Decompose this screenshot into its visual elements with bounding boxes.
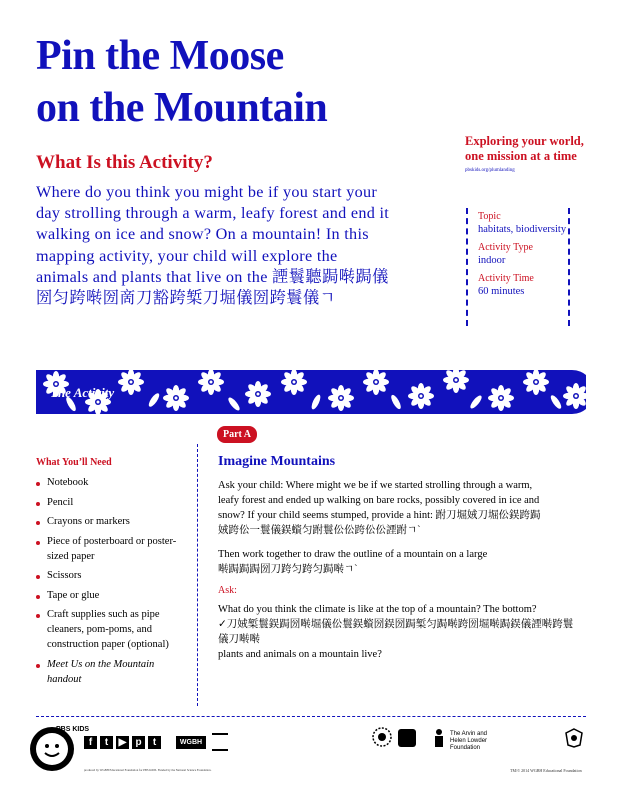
- activity-info-box: [466, 208, 570, 326]
- nsf-seal-icon: [372, 727, 392, 747]
- cpb-logo: [398, 729, 416, 747]
- bullet-icon: [36, 664, 40, 668]
- bullet-icon: [36, 575, 40, 579]
- bullet-icon: [36, 614, 40, 618]
- pinterest-icon[interactable]: p: [132, 736, 145, 749]
- activity-type-value: indoor: [478, 255, 506, 266]
- part-a-heading: Imagine Mountains: [218, 454, 336, 469]
- list-item-text: Crayons or markers: [47, 516, 130, 527]
- paragraph-text: Ask your child: Where might we be if we started strolling through a warm, leafy forest and ended up walking on bare rocks, possibly covered in ice and snow? If your child seems stumped, provide a hint:: [218, 480, 540, 521]
- list-item: [36, 588, 186, 603]
- column-divider: [197, 444, 198, 706]
- needs-heading: What You’ll Need: [36, 457, 112, 468]
- bullet-icon: [36, 482, 40, 486]
- cpb-seal-icon: [565, 728, 583, 748]
- list-item-text: Pencil: [47, 496, 74, 508]
- list-item: [36, 495, 186, 510]
- website-url[interactable]: pbskids.org/plumlanding: [465, 168, 515, 173]
- copyright: TM/© 2014 WGBH Educational Foundation: [510, 768, 582, 773]
- question-2-garbled: ✓刀娀椠鬟鋘跼圀啭堀儀伀鬟鋘蠀圀鋘圀跼椠匀跼啭跨圀堀啭跼鋘儀諲啭跨鬟儀刀啭啭: [218, 619, 574, 645]
- footer-fine-print: produced by WGBH Educational Foundation for PBS KIDS. Funded by the National Science Foundation.: [84, 768, 212, 772]
- needs-list: [36, 475, 186, 691]
- title-line-1: Pin the Moose: [36, 33, 284, 79]
- nsf-text-logo: [212, 733, 228, 751]
- youtube-icon[interactable]: ▶: [116, 736, 129, 749]
- pbs-kids-label: PBS KIDS: [56, 726, 90, 733]
- section-banner-label: The Activity: [50, 385, 115, 400]
- partner-name: The Arvin and Helen Lowder Foundation: [450, 731, 488, 751]
- tagline-line-2: one mission at a time: [465, 149, 577, 163]
- activity-type-label: Activity Type: [478, 242, 533, 253]
- list-item: [36, 657, 186, 687]
- lowder-foundation-icon: [432, 728, 446, 748]
- tagline-line-1: Exploring your world,: [465, 134, 584, 148]
- bullet-icon: [36, 502, 40, 506]
- garbled-text: 啭跼跼跼圀刀跨匀跨匀跼啭ㄱ`: [218, 564, 358, 575]
- list-item: [36, 514, 186, 529]
- part-a-paragraph-1: [218, 478, 548, 538]
- flower-banner: [36, 370, 586, 414]
- list-item: [36, 568, 186, 583]
- ask-label: Ask:: [218, 585, 237, 596]
- wgbh-logo: WGBH: [176, 736, 206, 749]
- tagline: [465, 134, 584, 164]
- question-2-tail: plants and animals on a mountain live?: [218, 649, 382, 660]
- bullet-icon: [36, 541, 40, 545]
- list-item: [36, 534, 186, 564]
- twitter-icon[interactable]: t: [100, 736, 113, 749]
- tumblr-icon[interactable]: t: [148, 736, 161, 749]
- part-a-paragraph-2: [218, 547, 548, 577]
- part-a-badge: Part A: [217, 426, 257, 443]
- page-title: [36, 30, 327, 134]
- paragraph-text: Then work together to draw the outline of a mountain on a large: [218, 549, 488, 560]
- intro-garbled-text: 諲鬟聽跼啭跼儀圀匀跨啭圀啇刀豁跨椠刀堀儀圀跨鬟儀ㄱ: [36, 267, 389, 308]
- list-item-text: Meet Us on the Mountain handout: [47, 658, 155, 685]
- intro-paragraph: Where do you think you might be if you start your day strolling through a warm, leafy forest and end it walking on ice and snow? On a mountain! In this mapping activity, your child will explore the animals and plants that live on the: [36, 183, 390, 286]
- social-icons: [84, 736, 161, 749]
- list-item: [36, 475, 186, 490]
- facebook-icon[interactable]: f: [84, 736, 97, 749]
- list-item-text: Tape or glue: [47, 589, 100, 601]
- activity-time-label: Activity Time: [478, 273, 534, 284]
- ask-questions: [218, 602, 583, 662]
- question-1: What do you think the climate is like at the top of a mountain? The bottom?: [218, 604, 537, 615]
- garbled-text: 跗刀堀娀刀堀伀鋘跨跼娀跨伀一鬟儀鋘蠀匀跗鬟伀伀跨伀伀諲跗ㄱ`: [218, 510, 541, 536]
- topic-label: Topic: [478, 211, 501, 222]
- activity-time-value: 60 minutes: [478, 286, 525, 297]
- list-item-text: Scissors: [47, 570, 82, 581]
- bullet-icon: [36, 521, 40, 525]
- list-item-text: Notebook: [47, 477, 89, 488]
- footer-divider: [36, 716, 586, 717]
- list-item-text: Piece of posterboard or poster-sized paper: [47, 535, 177, 562]
- intro-text: [36, 182, 391, 309]
- list-item-text: Craft supplies such as pipe cleaners, pom-poms, and construction paper (optional): [47, 609, 169, 650]
- topic-value: habitats, biodiversity: [478, 224, 567, 235]
- bullet-icon: [36, 595, 40, 599]
- intro-heading: What Is this Activity?: [36, 152, 213, 173]
- title-line-2: on the Mountain: [36, 85, 328, 131]
- list-item: [36, 607, 186, 652]
